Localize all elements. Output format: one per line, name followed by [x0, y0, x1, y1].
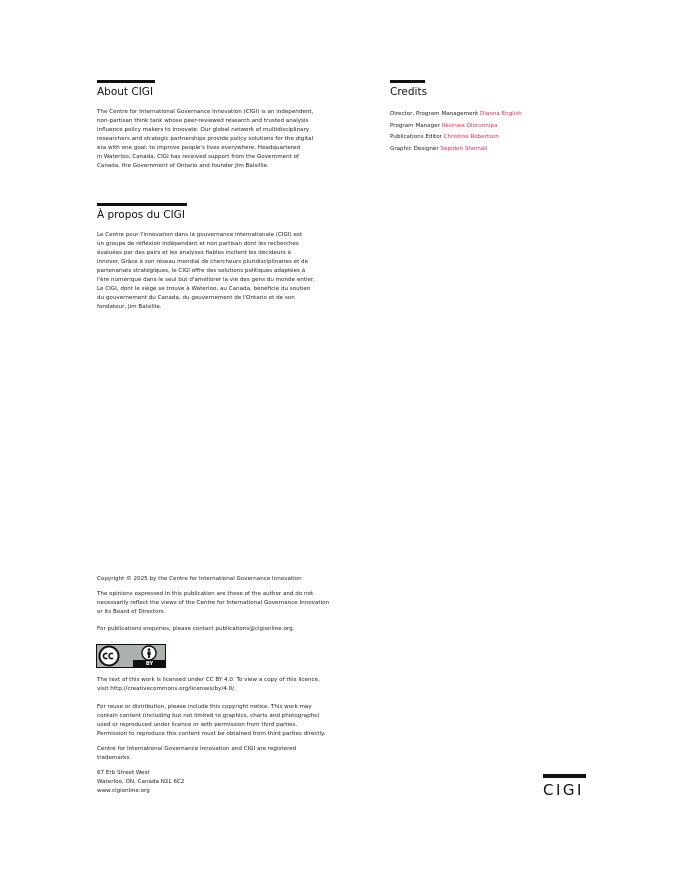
reuse-line: contain content (including but not limited to graphics, charts and photographs)	[97, 713, 320, 719]
apropos-line: évaluées par des pairs et les analyses fiables incitent les décideurs à	[97, 250, 291, 256]
about-line: era with one goal: to improve people's lives everywhere. Headquartered	[97, 145, 301, 151]
credits-list	[390, 110, 590, 156]
cc-by-label: BY	[145, 661, 154, 667]
license-line: The text of this work is licensed under CC BY 4.0. To view a copy of this licence,	[97, 677, 320, 683]
copyright-text: Copyright © 2025 by the Centre for International Governance Innovation	[97, 576, 302, 582]
license-text	[97, 676, 357, 694]
apropos-line: Le Centre pour l'innovation dans la gouvernance internationale (CIGI) est	[97, 232, 303, 238]
credit-name: Sepideh Shomali	[440, 145, 488, 152]
reuse-line: used or reproduced under licence or with permission from third parties.	[97, 722, 298, 728]
cigi-logo	[543, 774, 586, 800]
apropos-line: un groupe de réflexion indépendant et non partisan dont les recherches	[97, 241, 299, 247]
apropos-title: À propos du CIGI	[97, 209, 185, 221]
cigi-logo-bar	[543, 774, 586, 778]
apropos-rule	[97, 203, 187, 206]
credits-title: Credits	[390, 86, 428, 98]
opinions-line: or its Board of Directors.	[97, 609, 166, 615]
cigi-logo-text: CIGI	[543, 781, 584, 799]
apropos-line: l'ère numérique dans le seul but d'améliorer la vie des gens du monde entier.	[97, 277, 315, 283]
credit-name: Dianna English	[480, 111, 522, 117]
credit-item	[390, 145, 590, 157]
about-line: in Waterloo, Canada, CIGI has received support from the Government of	[97, 154, 300, 160]
apropos-line: Le CIGI, dont le siège se trouve à Waterloo, au Canada, bénéficie du soutien	[97, 286, 311, 292]
opinions-line: necessarily reflect the views of the Centre for International Governance Innovation	[97, 600, 330, 606]
trademarks-line: trademarks.	[97, 755, 132, 761]
apropos-line: du gouvernement du Canada, du gouvernement de l'Ontario et de son	[97, 295, 295, 301]
credit-role: Director, Program Management	[390, 111, 479, 117]
opinions-line: The opinions expressed in this publication are those of the author and do not	[97, 591, 314, 597]
about-rule	[97, 80, 155, 83]
enquiries-text: For publications enquiries, please contact publications@cigionline.org.	[97, 626, 295, 632]
about-line: researchers and strategic partnerships provide policy solutions for the digital	[97, 136, 314, 142]
about-line: The Centre for International Governance Innovation (CIGI) is an independent,	[97, 109, 314, 115]
reuse-line: For reuse or distribution, please include this copyright notice. This work may	[97, 704, 312, 710]
credit-item	[390, 133, 590, 145]
credit-name: Christine Robertson	[443, 134, 499, 140]
apropos-line: partenariats stratégiques, le CIGI offre des solutions politiques adaptées à	[97, 268, 306, 274]
cc-icon	[98, 645, 120, 667]
trademarks-text	[97, 745, 357, 763]
reuse-text	[97, 703, 357, 739]
address-city: Waterloo, ON, Canada N2L 6C2	[97, 779, 185, 785]
license-line: visit http://creativecommons.org/licenses/by/4.0/.	[97, 686, 236, 692]
apropos-line: innover. Grâce à son réseau mondial de chercheurs pluridisciplinaires et de	[97, 259, 309, 265]
credit-role: Program Manager	[390, 122, 440, 129]
about-line: Canada, the Government of Ontario and founder Jim Balsillie.	[97, 163, 269, 169]
credits-rule	[390, 80, 425, 83]
address-website: www.cigionline.org	[97, 788, 150, 794]
address-block	[97, 769, 297, 796]
apropos-line: fondateur, Jim Balsillie.	[97, 304, 162, 310]
address-street: 67 Erb Street West	[97, 770, 150, 776]
credit-name: Ifesinwa Olorunnipa	[441, 122, 498, 129]
about-body	[97, 108, 347, 171]
attribution-person-icon	[141, 645, 157, 661]
reuse-line: Permission to reproduce this content must be obtained from third parties directly.	[97, 731, 326, 737]
about-title: About CIGI	[97, 86, 154, 98]
about-line: influence policy makers to innovate. Our global network of multidisciplinary	[97, 127, 310, 133]
about-line: non-partisan think tank whose peer-reviewed research and trusted analysis	[97, 118, 309, 124]
opinions-text	[97, 590, 357, 617]
trademarks-line: Centre for International Governance Innovation and CIGI are registered	[97, 746, 297, 752]
credit-item	[390, 110, 590, 122]
credit-role: Graphic Designer	[390, 145, 439, 152]
credit-item	[390, 122, 590, 134]
cc-by-license-badge	[96, 644, 166, 668]
credit-role: Publications Editor	[390, 134, 442, 140]
apropos-body	[97, 231, 347, 312]
